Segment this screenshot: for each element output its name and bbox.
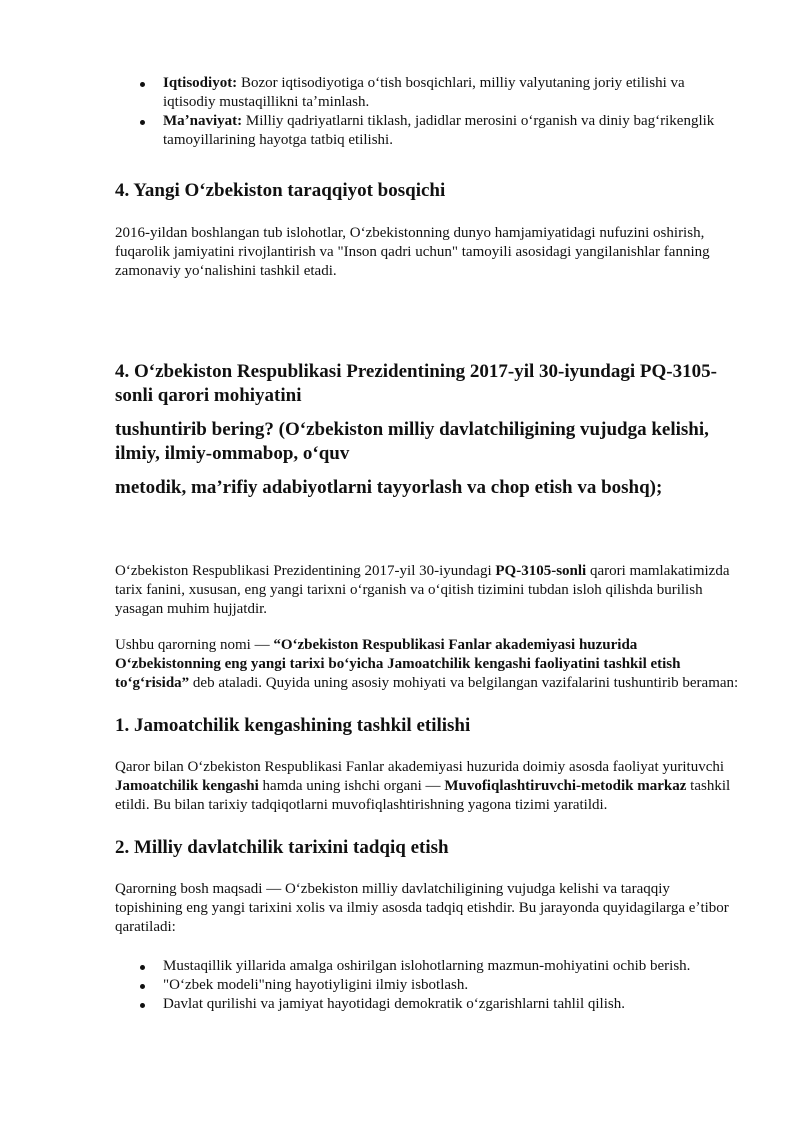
text-span: tashkil etildi. Bu bilan tarixiy tadqiqotlarni muvofiqlashtirishning yagona tizimi yaratildi.: [115, 778, 731, 813]
text-span: hamda uning ishchi organi —: [258, 778, 445, 794]
list-item: Davlat qurilishi va jamiyat hayotidagi demokratik oʻzgarishlarni tahlil qilish.: [115, 995, 740, 1014]
question-heading-line2: tushuntirib bering? (Oʻzbekiston milliy davlatchiligining vujudga kelishi, ilmiy, ilmiy-ommabop, oʻquv: [115, 419, 709, 464]
section2-bullet-list: [115, 957, 740, 1014]
intro-paragraph: [115, 562, 740, 619]
section2-paragraph: Qarorning bosh maqsadi — Oʻzbekiston milliy davlatchiligining vujudga kelishi va taraqqiy topishining eng yangi tarixini xolis va ilmiy asosda tadqiq etishdir. Bu jarayonda quyidagilarga eʼtibor qaratiladi:: [115, 881, 729, 935]
list-item: Mustaqillik yillarida amalga oshirilgan islohotlarning mazmun-mohiyatini ochib berish.: [115, 957, 740, 976]
text-span: Ushbu qarorning nomi —: [115, 637, 274, 653]
decree-title-paragraph: [115, 636, 740, 693]
list-item: [115, 112, 740, 150]
paragraph-yangi: 2016-yildan boshlangan tub islohotlar, Oʻzbekistonning dunyo hamjamiyatidagi nufuzini oshirish, fuqarolik jamiyatini rivojlantirish va "Inson qadri uchun" tamoyili asosidagi yangilanishlar fanning zamonaviy yoʻnalishini tashkil etadi.: [115, 225, 710, 279]
section-heading-yangi: 4. Yangi Oʻzbekiston taraqqiyot bosqichi: [115, 180, 446, 201]
section1-paragraph: [115, 758, 740, 815]
text-span: qarori mamlakatimizda tarix fanini, xususan, eng yangi tarixni oʻrganish va oʻqitish tizimini tubdan isloh qilishda burilish yasagan muhim hujjatdir.: [115, 563, 730, 617]
bullet-term: Iqtisodiyot:: [163, 75, 238, 91]
list-item: [115, 74, 740, 112]
section-heading-1: 1. Jamoatchilik kengashining tashkil etilishi: [115, 715, 471, 736]
bold-term: Muvofiqlashtiruvchi-metodik markaz: [444, 778, 687, 794]
list-item: "Oʻzbek modeli"ning hayotiyligini ilmiy isbotlash.: [115, 976, 740, 995]
bullet-text: Bozor iqtisodiyotiga oʻtish bosqichlari, milliy valyutaning joriy etilishi va iqtisodiy mustaqillikni taʼminlash.: [163, 75, 685, 110]
top-bullet-list: [115, 74, 740, 150]
text-span: Qaror bilan Oʻzbekiston Respublikasi Fanlar akademiyasi huzurida doimiy asosda faoliyat yurituvchi: [115, 759, 725, 775]
bullet-term: Maʼnaviyat:: [163, 113, 243, 129]
decree-title: “Oʻzbekiston Respublikasi Fanlar akademiyasi huzurida Oʻzbekistonning eng yangi tarixi boʻyicha Jamoatchilik kengashi faoliyatini tashkil etish toʻgʻrisida”: [115, 637, 681, 691]
decree-number: PQ-3105-sonli: [495, 563, 587, 579]
section-heading-2: 2. Milliy davlatchilik tarixini tadqiq etish: [115, 837, 449, 858]
text-span: Oʻzbekiston Respublikasi Prezidentining 2017-yil 30-iyundagi: [115, 563, 496, 579]
text-span: deb ataladi. Quyida uning asosiy mohiyati va belgilangan vazifalarini tushuntirib beraman:: [189, 675, 739, 691]
bold-term: Jamoatchilik kengashi: [115, 778, 259, 794]
bullet-text: Milliy qadriyatlarni tiklash, jadidlar merosini oʻrganish va diniy bagʻrikenglik tamoyillarining hayotga tatbiq etilishi.: [163, 113, 715, 148]
question-heading-line1: 4. Oʻzbekiston Respublikasi Prezidentining 2017-yil 30-iyundagi PQ-3105-sonli qarori mohiyatini: [115, 361, 717, 406]
question-heading-line3: metodik, maʼrifiy adabiyotlarni tayyorlash va chop etish va boshq);: [115, 477, 663, 498]
